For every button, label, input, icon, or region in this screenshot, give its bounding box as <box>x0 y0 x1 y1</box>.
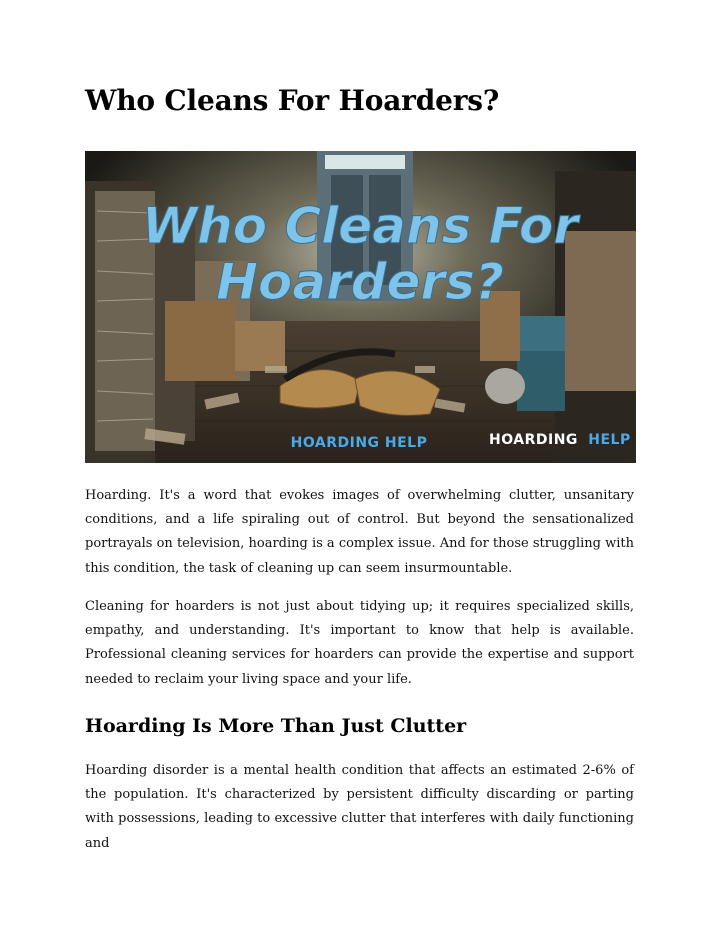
intro-paragraph: Hoarding. It's a word that evokes images of overwhelming clutter, unsanitary conditions, and a life spiraling out of control. But beyond the sensationalized portrayals on television, hoarding is a complex issue. And for those struggling with this condition, the task of cleaning up can seem insurmountable. <box>85 488 634 576</box>
hero-image <box>85 151 636 463</box>
cleaning-paragraph: Cleaning for hoarders is not just about tidying up; it requires specialized skills, empathy, and understanding. It's important to know that help is available. Professional cleaning services for hoarders can provide the expertise and support needed to reclaim your living space and your life. <box>85 599 634 687</box>
hero-brand-right <box>489 432 631 448</box>
hero-headline-line2: Hoarders? <box>216 253 504 311</box>
page-title: Who Cleans For Hoarders? <box>85 84 500 117</box>
hero-brand-right-word1: HOARDING <box>489 432 578 448</box>
hero-headline-line1: Who Cleans For <box>141 197 579 255</box>
section-paragraph-text: Hoarding disorder is a mental health condition that affects an estimated 2-6% of the population. It's characterized by persistent difficulty discarding or parting with possessions, leading to excessive clutter that interferes with daily functioning and <box>85 763 634 851</box>
hero-brand-left: HOARDING HELP <box>290 435 428 451</box>
hero-brand-right-word2: HELP <box>588 432 631 448</box>
section-heading: Hoarding Is More Than Just Clutter <box>85 715 467 737</box>
section-paragraph <box>85 759 634 856</box>
